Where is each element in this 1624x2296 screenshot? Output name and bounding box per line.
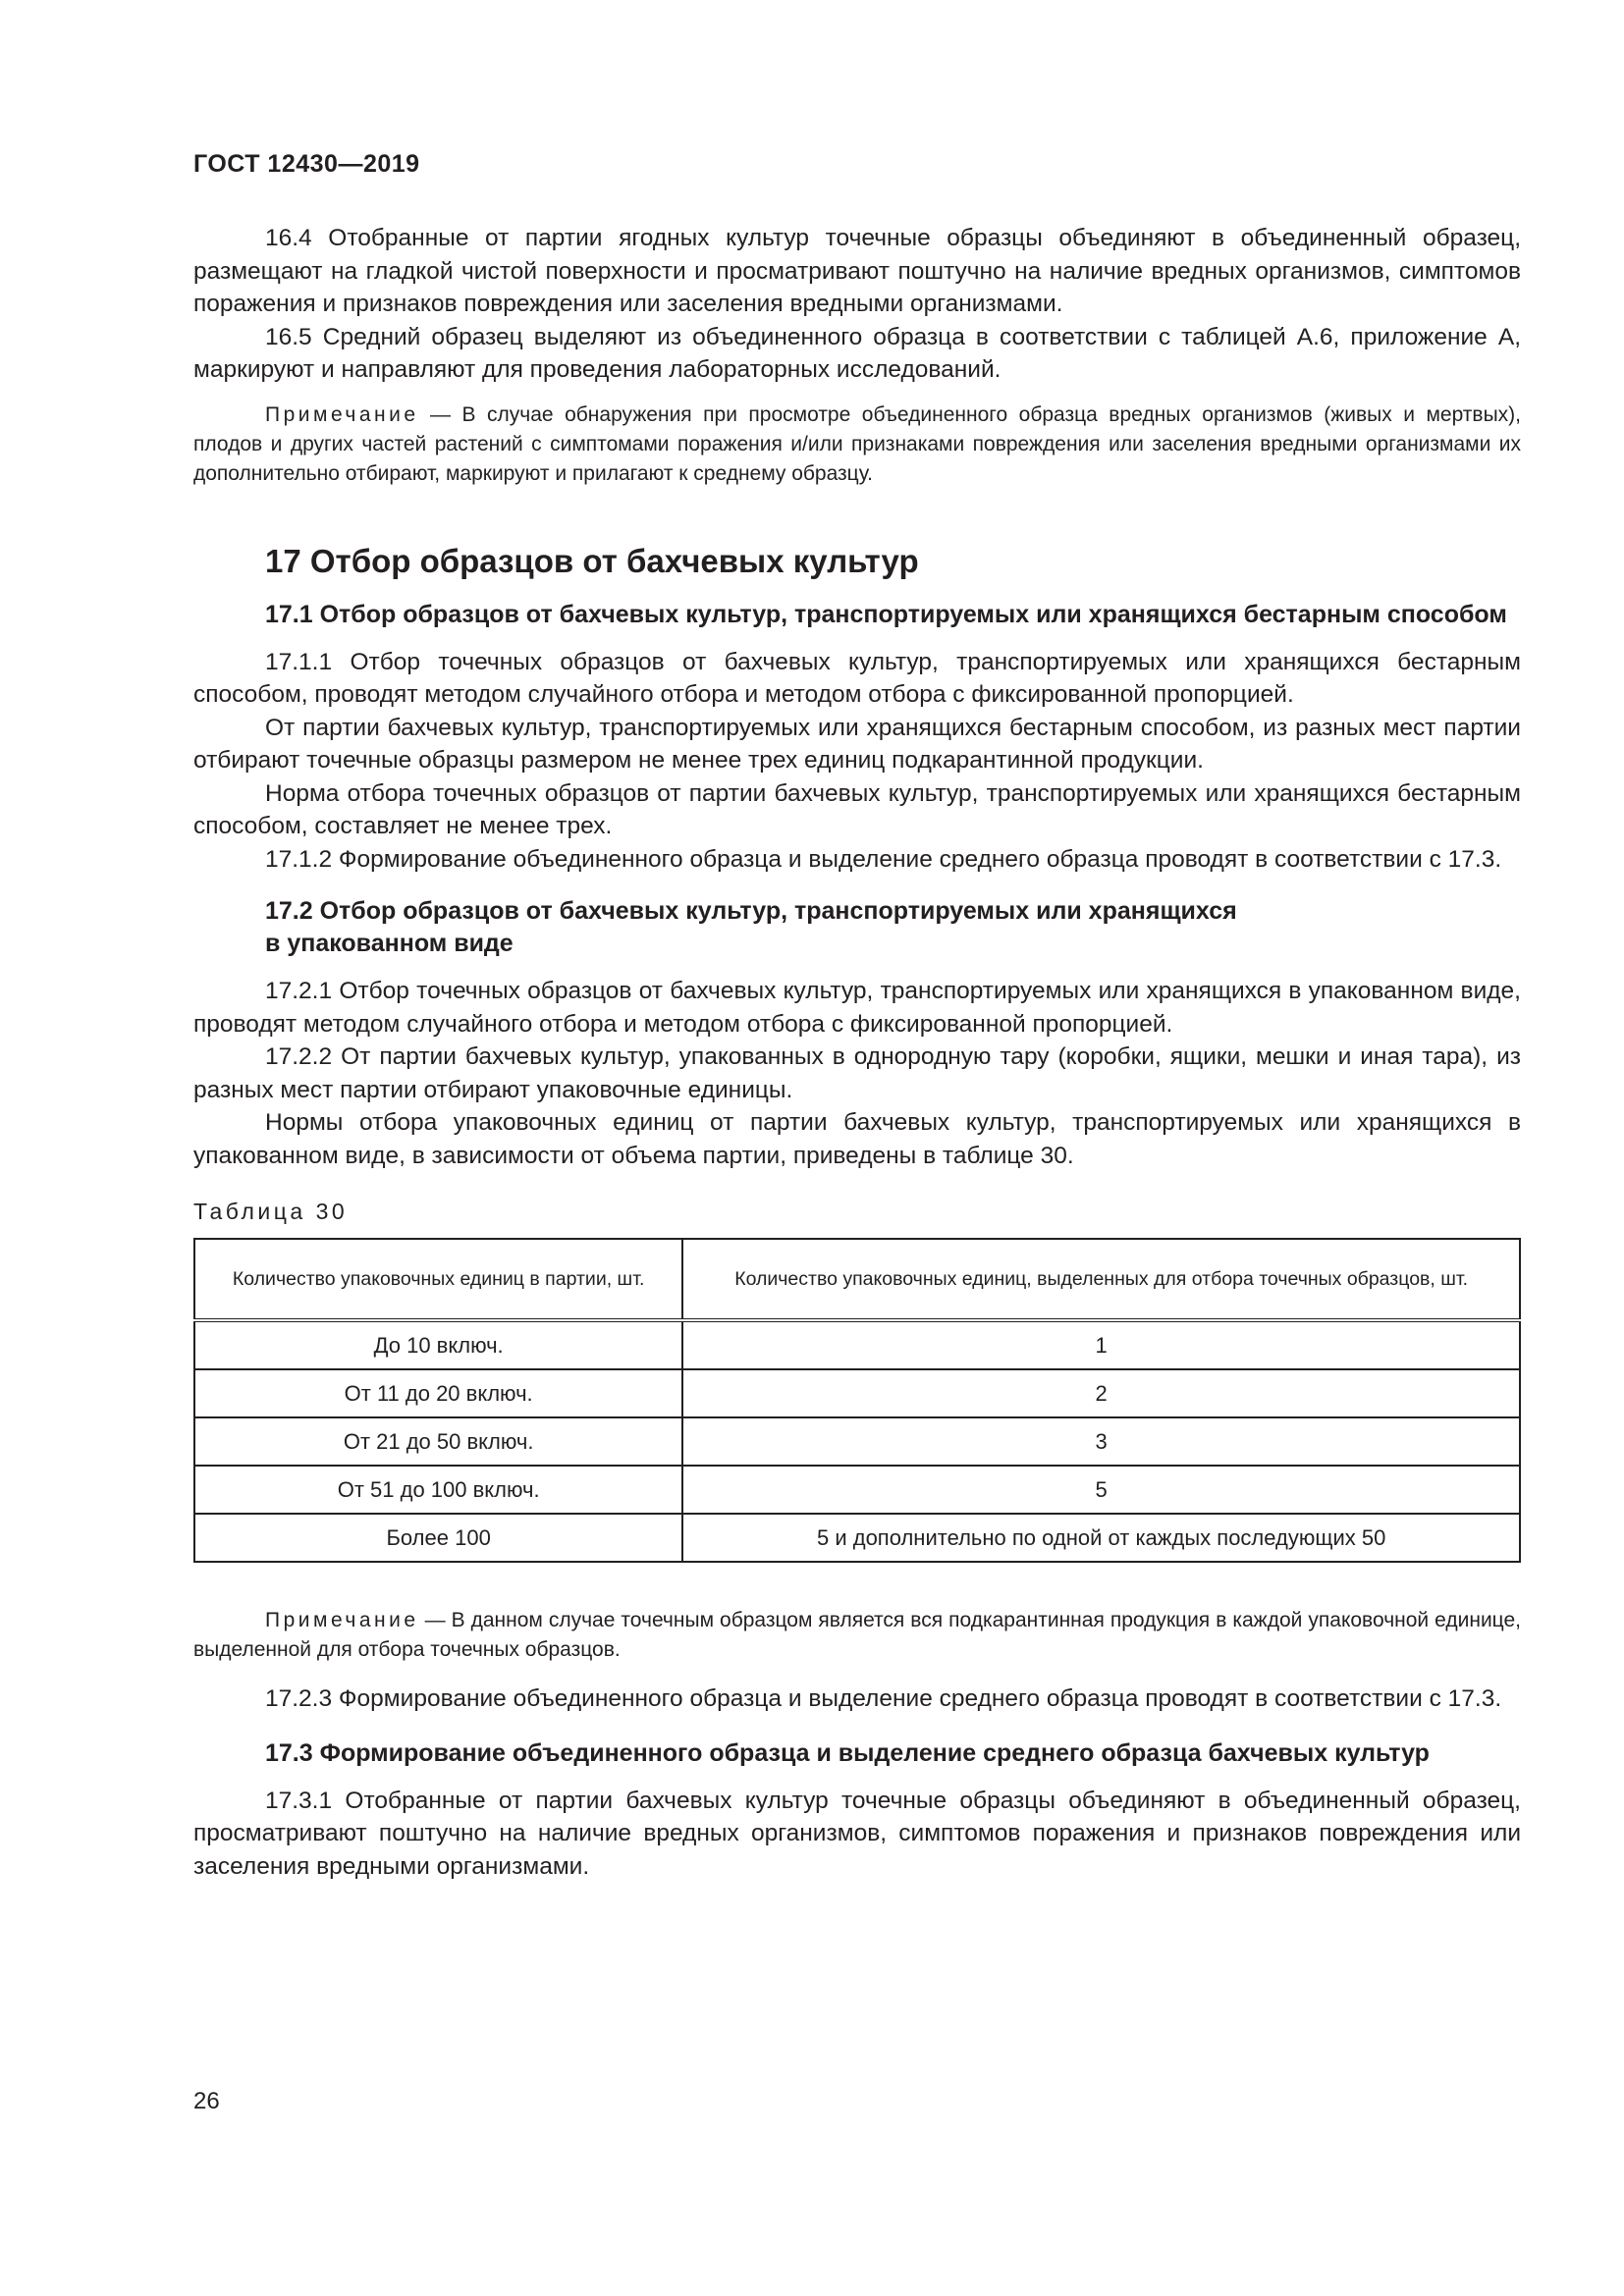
section-title-17: 17 Отбор образцов от бахчевых культур <box>265 542 919 579</box>
subsection-title-17-1: 17.1 Отбор образцов от бахчевых культур, транспортируемых или хранящихся бестарным способом <box>265 600 1507 628</box>
paragraph-17-2-2-b: Нормы отбора упаковочных единиц от партии бахчевых культур, транспортируемых или хранящихся в упакованном виде, в зависимости от объема партии, приведены в таблице 30. <box>193 1109 1521 1169</box>
paragraph-17-1-1-c: Норма отбора точечных образцов от партии бахчевых культур, транспортируемых или хранящихся бестарным способом, составляет не менее трех. <box>193 779 1521 839</box>
table-cell: От 21 до 50 включ. <box>194 1417 682 1466</box>
document-header: ГОСТ 12430—2019 <box>193 150 420 178</box>
table-30 <box>193 1238 1521 1563</box>
note-16 <box>193 400 1521 489</box>
note-label: Примечание <box>265 1609 419 1631</box>
table-cell: От 11 до 20 включ. <box>194 1369 682 1417</box>
table-header-cell: Количество упаковочных единиц, выделенных для отбора точечных образцов, шт. <box>682 1239 1520 1320</box>
table-header-cell: Количество упаковочных единиц в партии, шт. <box>194 1239 682 1320</box>
table-cell: 1 <box>682 1320 1520 1369</box>
table-cell: Более 100 <box>194 1514 682 1562</box>
paragraph-17-2-3: 17.2.3 Формирование объединенного образца и выделение среднего образца проводят в соответствии с 17.3. <box>265 1685 1502 1712</box>
note-17-2 <box>193 1606 1521 1665</box>
paragraph-16-4: 16.4 Отобранные от партии ягодных культур точечные образцы объединяют в объединенный образец, размещают на гладкой чистой поверхности и просматривают поштучно на наличие вредных организмов, симптомов поражения и признаков повреждения или заселения вредными организмами. <box>193 225 1521 317</box>
subsection-title-17-2-line1: 17.2 Отбор образцов от бахчевых культур, транспортируемых или хранящихся <box>265 897 1237 925</box>
paragraph-16-5: 16.5 Средний образец выделяют из объединенного образца в соответствии с таблицей А.6, приложение А, маркируют и направляют для проведения лабораторных исследований. <box>193 323 1521 383</box>
note-label: Примечание <box>265 402 419 426</box>
table-row <box>194 1369 1520 1417</box>
subsection-title-17-2-line2: в упакованном виде <box>265 930 514 957</box>
note-text: — В данном случае точечным образцом является вся подкарантинная продукция в каждой упаковочной единице, выделенной для отбора точечных образцов. <box>193 1609 1521 1661</box>
table-row <box>194 1320 1520 1369</box>
table-cell: 3 <box>682 1417 1520 1466</box>
table-row <box>194 1466 1520 1514</box>
table-row <box>194 1514 1520 1562</box>
paragraph-17-1-2: 17.1.2 Формирование объединенного образца и выделение среднего образца проводят в соответствии с 17.3. <box>265 845 1502 873</box>
subsection-title-17-3: 17.3 Формирование объединенного образца и выделение среднего образца бахчевых культур <box>265 1738 1430 1767</box>
table-cell: До 10 включ. <box>194 1320 682 1369</box>
paragraph-17-2-2: 17.2.2 От партии бахчевых культур, упакованных в однородную тару (коробки, ящики, мешки и иная тара), из разных мест партии отбирают упаковочные единицы. <box>193 1043 1521 1103</box>
table-caption-text: Таблица 30 <box>193 1199 349 1224</box>
table-cell: От 51 до 100 включ. <box>194 1466 682 1514</box>
page-content <box>193 222 1521 1883</box>
subsection-title-17-2 <box>265 895 1521 960</box>
table-cell: 5 <box>682 1466 1520 1514</box>
page-number: 26 <box>193 2088 220 2114</box>
table-row <box>194 1417 1520 1466</box>
note-text: — В случае обнаружения при просмотре объединенного образца вредных организмов (живых и мертвых), плодов и других частей растений с симптомами поражения и/или признаками повреждения или заселения вредными организмами их дополнительно отбирают, маркируют и прилагают к среднему образцу. <box>193 402 1521 485</box>
paragraph-17-2-1: 17.2.1 Отбор точечных образцов от бахчевых культур, транспортируемых или хранящихся в упакованном виде, проводят методом случайного отбора и методом отбора с фиксированной пропорцией. <box>193 978 1521 1038</box>
paragraph-17-1-1-b: От партии бахчевых культур, транспортируемых или хранящихся бестарным способом, из разных мест партии отбирают точечные образцы размером не менее трех единиц подкарантинной продукции. <box>193 714 1521 774</box>
table-cell: 5 и дополнительно по одной от каждых последующих 50 <box>682 1514 1520 1562</box>
paragraph-17-3-1: 17.3.1 Отобранные от партии бахчевых культур точечные образцы объединяют в объединенный образец, просматривают поштучно на наличие вредных организмов, симптомов поражения и признаков повреждения или заселения вредными организмами. <box>193 1787 1521 1880</box>
table-header-row <box>194 1239 1520 1320</box>
paragraph-17-1-1: 17.1.1 Отбор точечных образцов от бахчевых культур, транспортируемых или хранящихся бестарным способом, проводят методом случайного отбора и методом отбора с фиксированной пропорцией. <box>193 648 1521 708</box>
table-caption <box>193 1199 1521 1225</box>
table-cell: 2 <box>682 1369 1520 1417</box>
